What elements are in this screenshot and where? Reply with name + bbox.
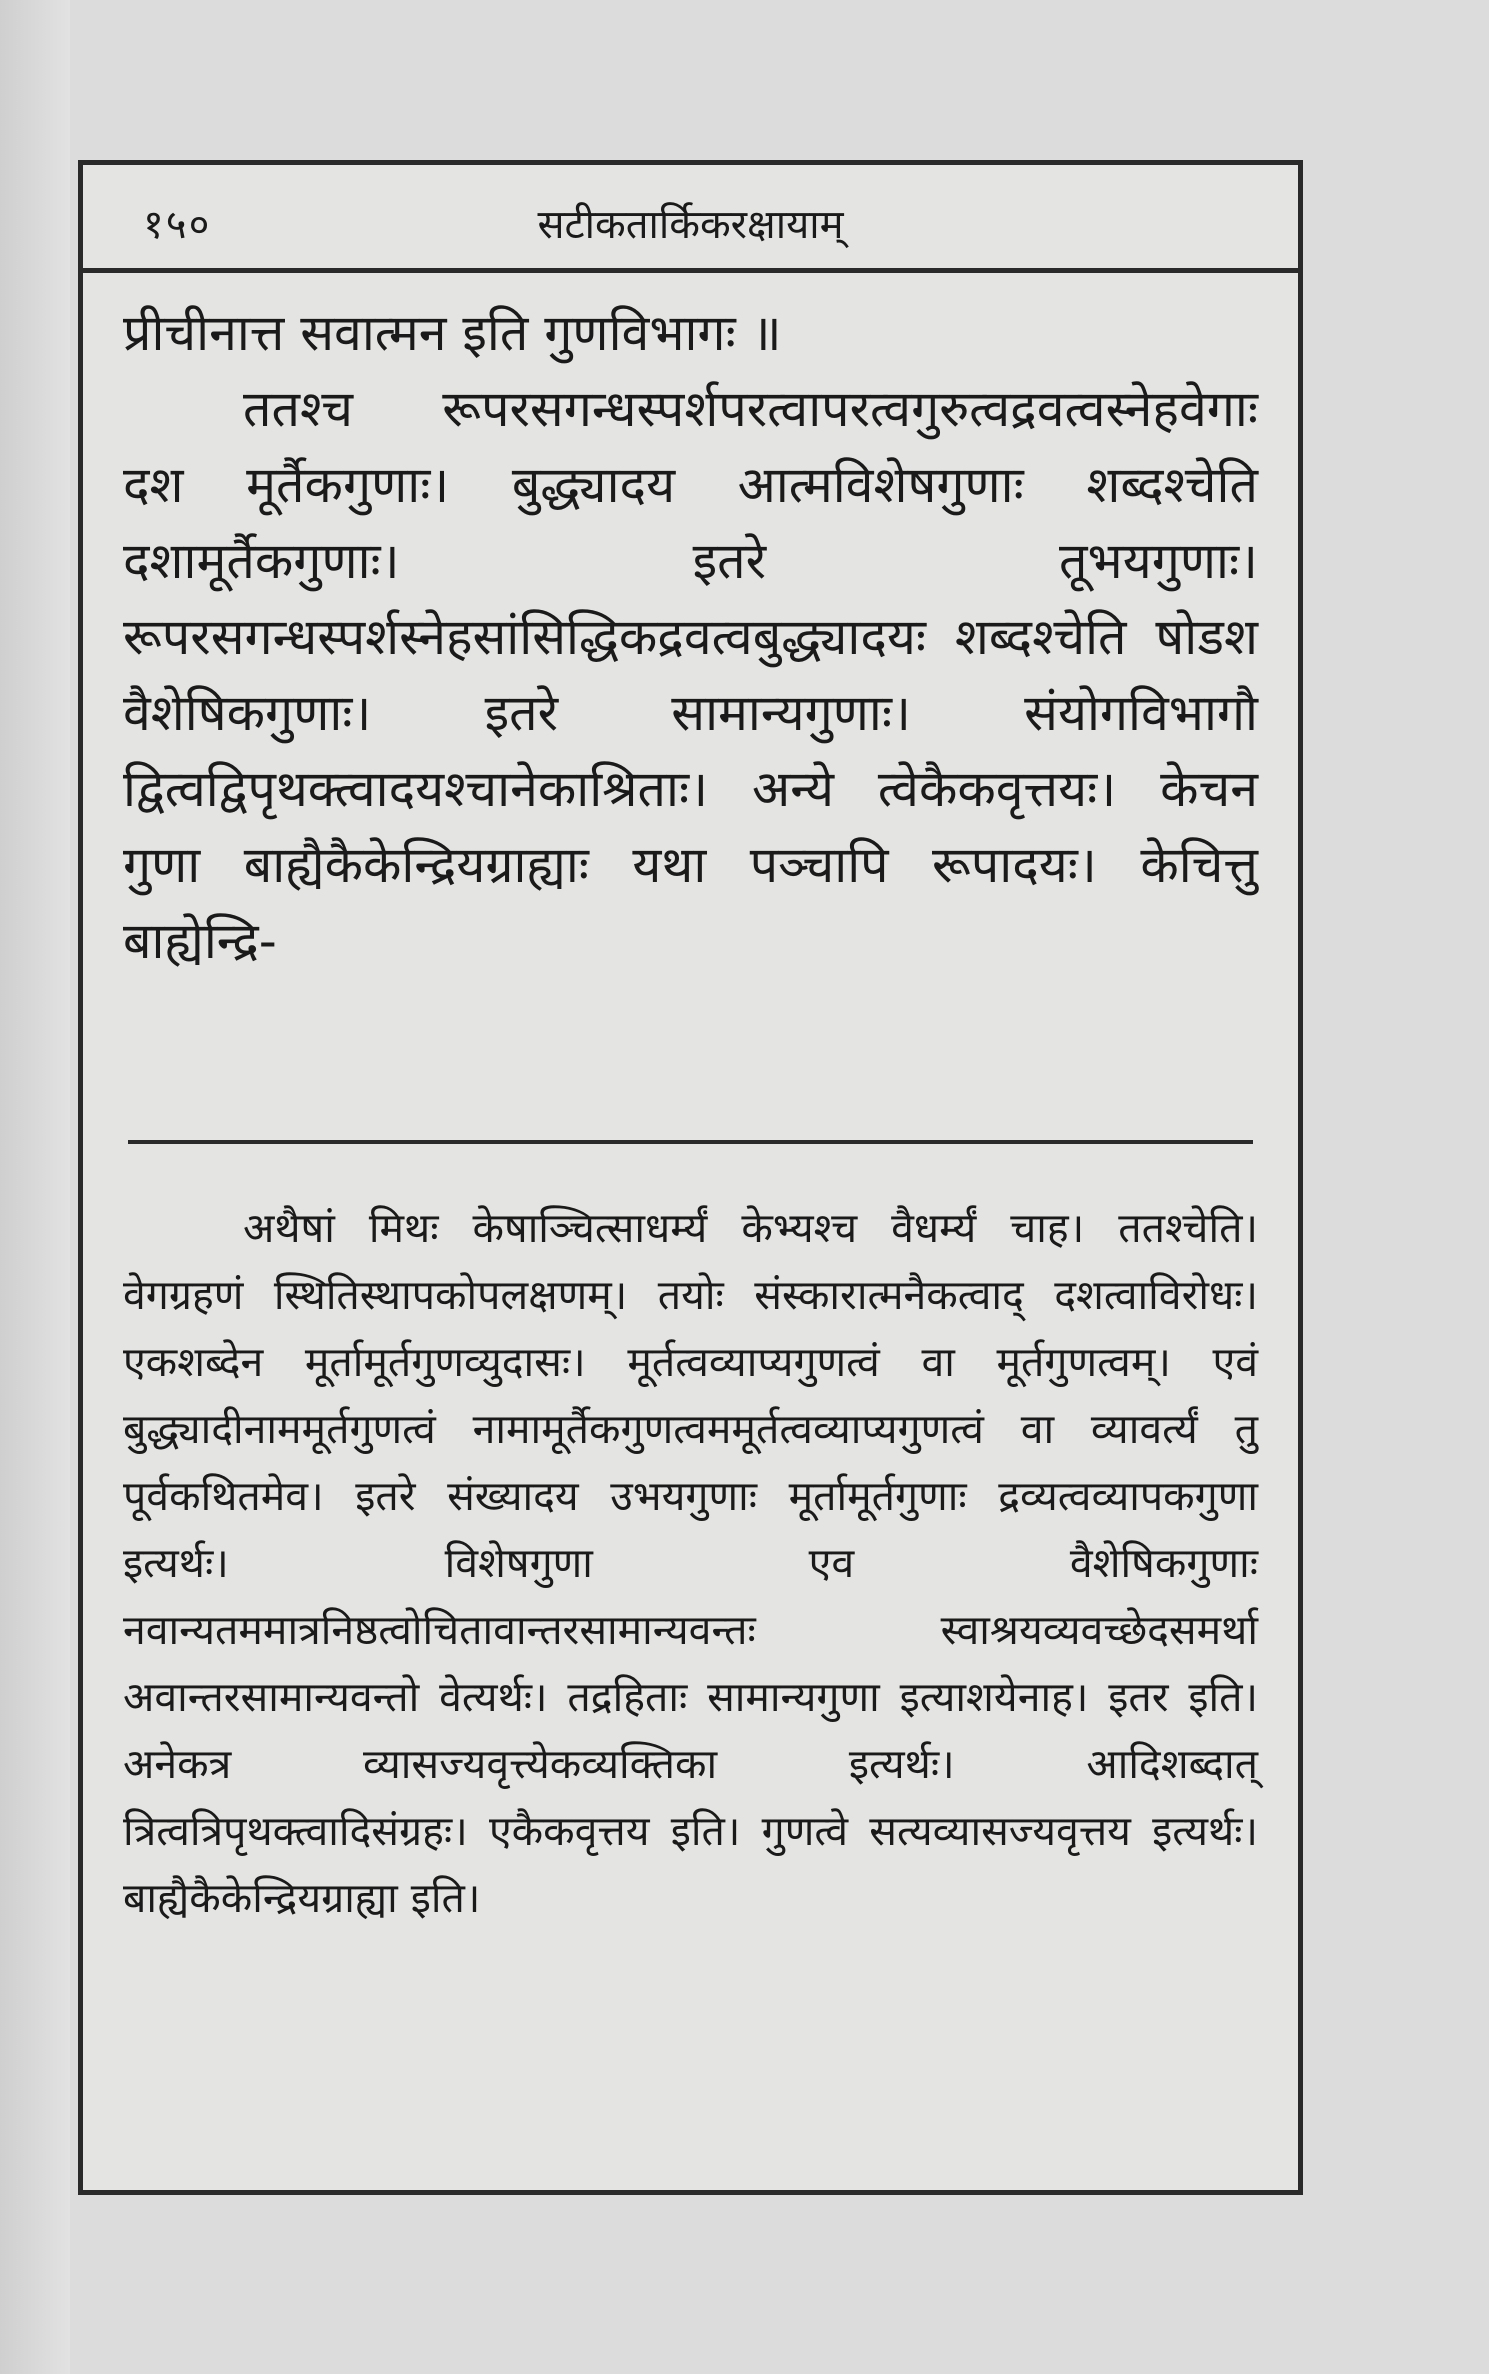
main-text-line-1: प्रीचीनात्त सवात्मन इति गुणविभागः ॥ [123, 304, 782, 362]
commentary-paragraph: अथैषां मिथः केषाञ्चित्साधर्म्यं केभ्यश्च वैधर्म्यं चाह। ततश्चेति। वेगग्रहणं स्थितिस्थापकोपलक्षणम्। तयोः संस्कारात्मनैकत्वाद् दशत्वाविरोधः। एकशब्देन मूर्तामूर्तगुणव्युदासः। मूर्तत्वव्याप्यगुणत्वं वा मूर्तगुणत्वम्। एवं बुद्ध्यादीनाममूर्तगुणत्वं नामामूर्तैकगुणत्वममूर्तत्वव्याप्यगुणत्वं वा व्यावर्त्यं तु पूर्वकथितमेव। इतरे संख्यादय उभयगुणाः मूर्तामूर्तगुणाः द्रव्यत्वव्यापकगुणा इत्यर्थः। विशेषगुणा एव वैशेषिकगुणाः नवान्यतममात्रनिष्ठत्वोचितावान्तरसामान्यवन्तः स्वाश्रयव्यवच्छेदसमर्था अवान्तरसामान्यवन्तो वेत्यर्थः। तद्रहिताः सामान्यगुणा इत्याशयेनाह। इतर इति। अनेकत्र व्यासज्यवृत्त्येकव्यक्तिका इत्यर्थः। आदिशब्दात् त्रित्वत्रिपृथक्त्वादिसंग्रहः। एकैकवृत्तय इति। गुणत्वे सत्यव्यासज्यवृत्तय इत्यर्थः। बाह्यैकैकेन्द्रियग्राह्या इति। [123, 1204, 1258, 1922]
page-number: १५० [143, 202, 212, 248]
page-frame [78, 160, 1303, 2195]
main-text [123, 295, 1258, 979]
running-title: सटीकतार्किकरक्षायाम् [537, 202, 844, 248]
main-text-paragraph: ततश्च रूपरसगन्धस्पर्शपरत्वापरत्वगुरुत्वद्रवत्वस्नेहवेगाः दश मूर्तैकगुणाः। बुद्ध्यादय आत्मविशेषगुणाः शब्दश्चेति दशामूर्तैकगुणाः। इतरे तूभयगुणाः। रूपरसगन्धस्पर्शस्नेहसांसिद्धिकद्रवत्वबुद्ध्यादयः शब्दश्चेति षोडश वैशेषिकगुणाः। इतरे सामान्यगुणाः। संयोगविभागौ द्वित्वद्विपृथक्त्वादयश्चानेकाश्रिताः। अन्ये त्वेकैकवृत्तयः। केचन गुणा बाह्यैकैकेन्द्रियग्राह्याः यथा पञ्चापि रूपादयः। केचित्तु बाह्येन्द्रि- [123, 380, 1258, 970]
page-header [83, 165, 1298, 273]
commentary [123, 1195, 1258, 1932]
section-divider [128, 1140, 1253, 1144]
scan-margin [0, 0, 70, 2374]
